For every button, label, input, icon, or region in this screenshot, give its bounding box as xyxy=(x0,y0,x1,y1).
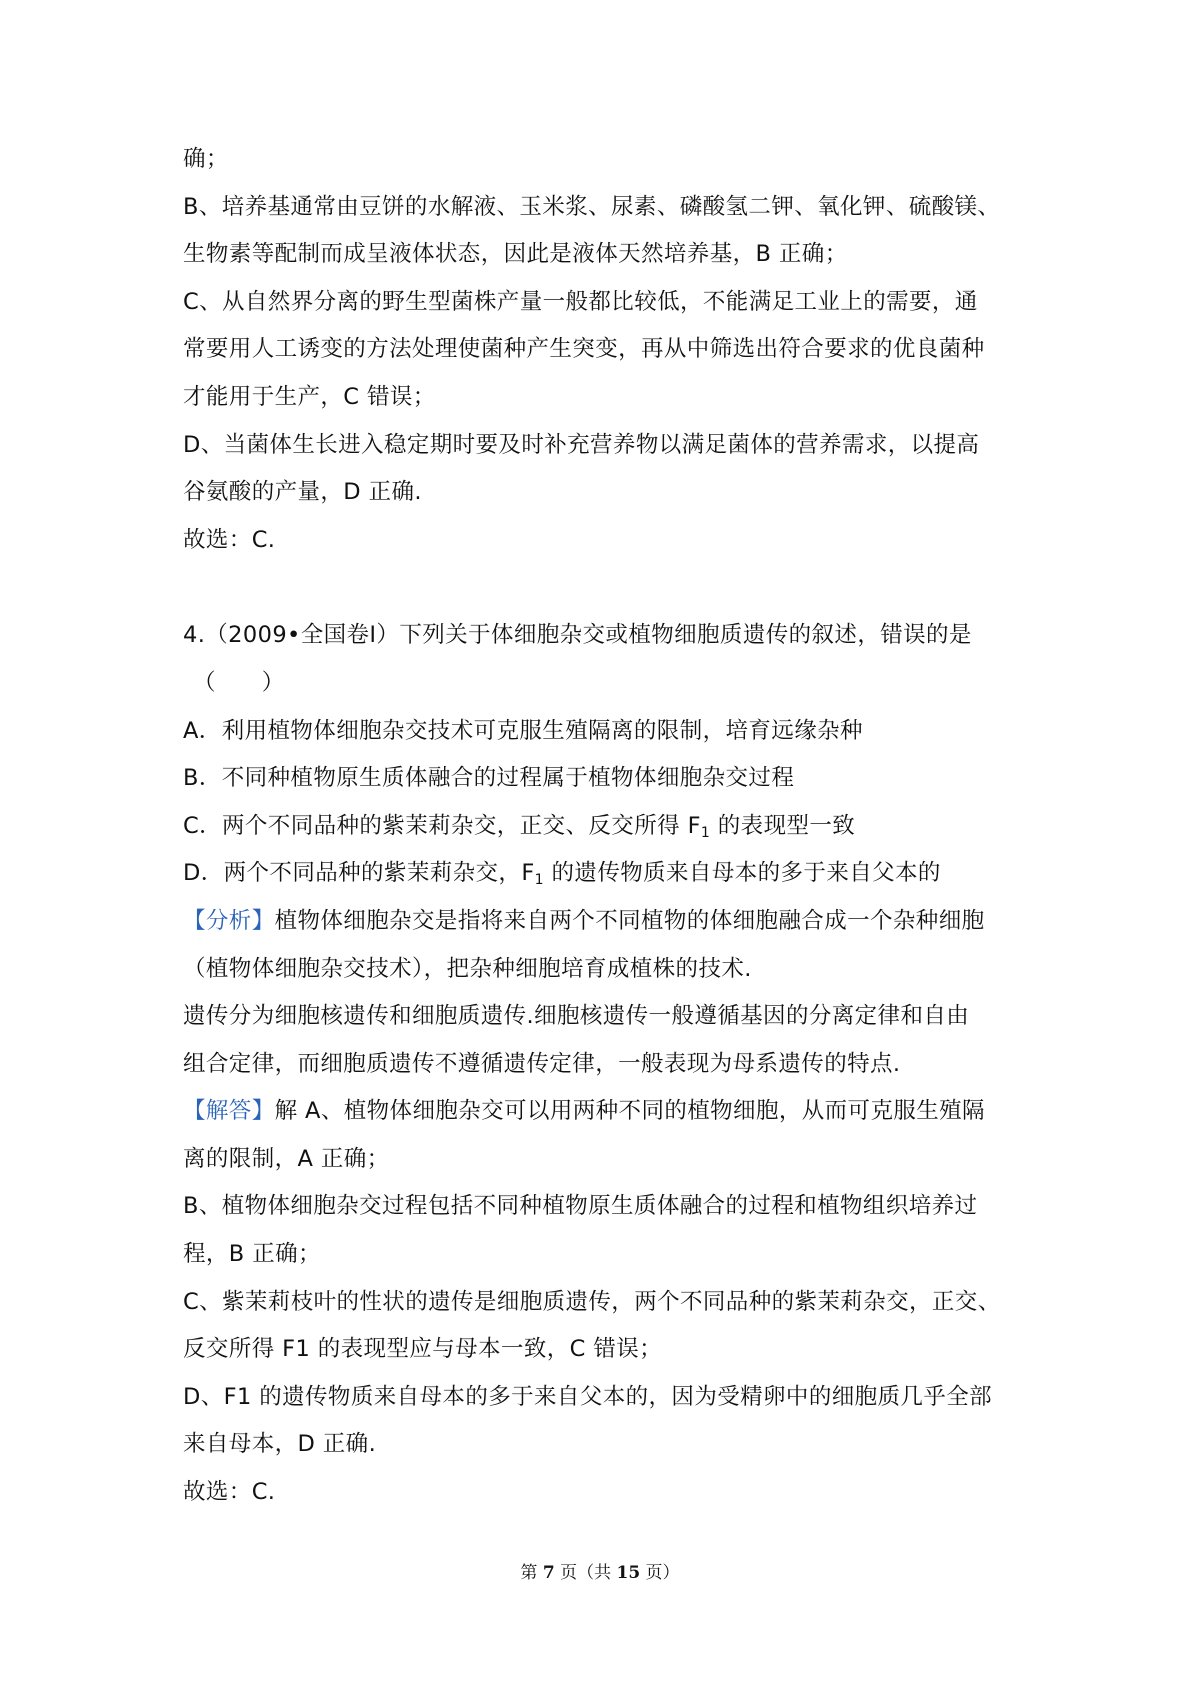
text-line: D、F1 的遗传物质来自母本的多于来自父本的，因为受精卵中的细胞质几乎全部 xyxy=(183,1383,993,1410)
option-a: A．利用植物体细胞杂交技术可克服生殖隔离的限制，培育远缘杂种 xyxy=(183,717,863,744)
text-line: 才能用于生产，C 错误； xyxy=(183,383,436,410)
analysis-line xyxy=(183,898,1033,946)
solution-line xyxy=(183,1088,1033,1136)
text-line: （植物体细胞杂交技术），把杂种细胞培育成植株的技术. xyxy=(183,955,752,982)
analysis-tag: 【分析】 xyxy=(183,907,275,934)
page-footer xyxy=(0,1558,1200,1583)
page-total: 15 xyxy=(616,1563,641,1583)
subscript: 1 xyxy=(700,824,711,841)
option-b: B．不同种植物原生质体融合的过程属于植物体细胞杂交过程 xyxy=(183,765,795,792)
text-line: B、植物体细胞杂交过程包括不同种植物原生质体融合的过程和植物组织培养过 xyxy=(183,1193,978,1220)
option-c-text: C．两个不同品种的紫茉莉杂交，正交、反交所得 F xyxy=(183,812,701,839)
text-line: 反交所得 F1 的表现型应与母本一致，C 错误； xyxy=(183,1336,663,1363)
answer-line: 故选：C. xyxy=(183,526,276,553)
document-body xyxy=(183,136,1033,1517)
option-c xyxy=(183,803,1033,851)
solution-text: 解 A、植物体细胞杂交可以用两种不同的植物细胞，从而可克服生殖隔 xyxy=(274,1098,985,1125)
text-line: D、当菌体生长进入稳定期时要及时补充营养物以满足菌体的营养需求，以提高 xyxy=(183,431,980,458)
page-number: 7 xyxy=(542,1563,555,1583)
subscript: 1 xyxy=(534,872,544,889)
footer-text: 页） xyxy=(640,1563,680,1583)
text-line: 程，B 正确； xyxy=(183,1241,321,1268)
text-line: B、培养基通常由豆饼的水解液、玉米浆、尿素、磷酸氢二钾、氧化钾、硫酸镁、 xyxy=(183,193,1001,220)
solution-tag: 【解答】 xyxy=(183,1098,275,1125)
question-stem: 4.（2009•全国卷Ⅰ）下列关于体细胞杂交或植物细胞质遗传的叙述，错误的是 xyxy=(183,622,972,649)
footer-text: 第 xyxy=(520,1563,543,1583)
text-line: 谷氨酸的产量，D 正确. xyxy=(183,479,422,506)
text-line: 确； xyxy=(183,146,229,172)
option-d xyxy=(183,850,1033,898)
text-line: C、从自然界分离的野生型菌株产量一般都比较低，不能满足工业上的需要，通 xyxy=(183,288,978,315)
text-line: C、紫茉莉枝叶的性状的遗传是细胞质遗传，两个不同品种的紫茉莉杂交，正交、 xyxy=(183,1288,1001,1315)
option-c-text-end: 的表现型一致 xyxy=(710,812,856,839)
text-line: 遗传分为细胞核遗传和细胞质遗传.细胞核遗传一般遵循基因的分离定律和自由 xyxy=(183,1003,970,1030)
answer-line: 故选：C. xyxy=(183,1479,276,1506)
analysis-text: 植物体细胞杂交是指将来自两个不同植物的体细胞融合成一个杂种细胞 xyxy=(274,907,985,934)
option-d-text-end: 的遗传物质来自母本的多于来自父本的 xyxy=(543,860,941,887)
text-line: 离的限制，A 正确； xyxy=(183,1145,390,1172)
text-line: 来自母本，D 正确. xyxy=(183,1431,377,1458)
question-paren: （ ） xyxy=(193,669,285,696)
text-line: 组合定律，而细胞质遗传不遵循遗传定律，一般表现为母系遗传的特点. xyxy=(183,1050,901,1077)
spacer xyxy=(183,564,1033,612)
option-d-text: D．两个不同品种的紫茉莉杂交，F xyxy=(183,860,535,887)
footer-text: 页（共 xyxy=(554,1563,617,1583)
text-line: 常要用人工诱变的方法处理使菌种产生突变，再从中筛选出符合要求的优良菌种 xyxy=(183,336,985,363)
text-line: 生物素等配制而成呈液体状态，因此是液体天然培养基，B 正确； xyxy=(183,241,848,268)
